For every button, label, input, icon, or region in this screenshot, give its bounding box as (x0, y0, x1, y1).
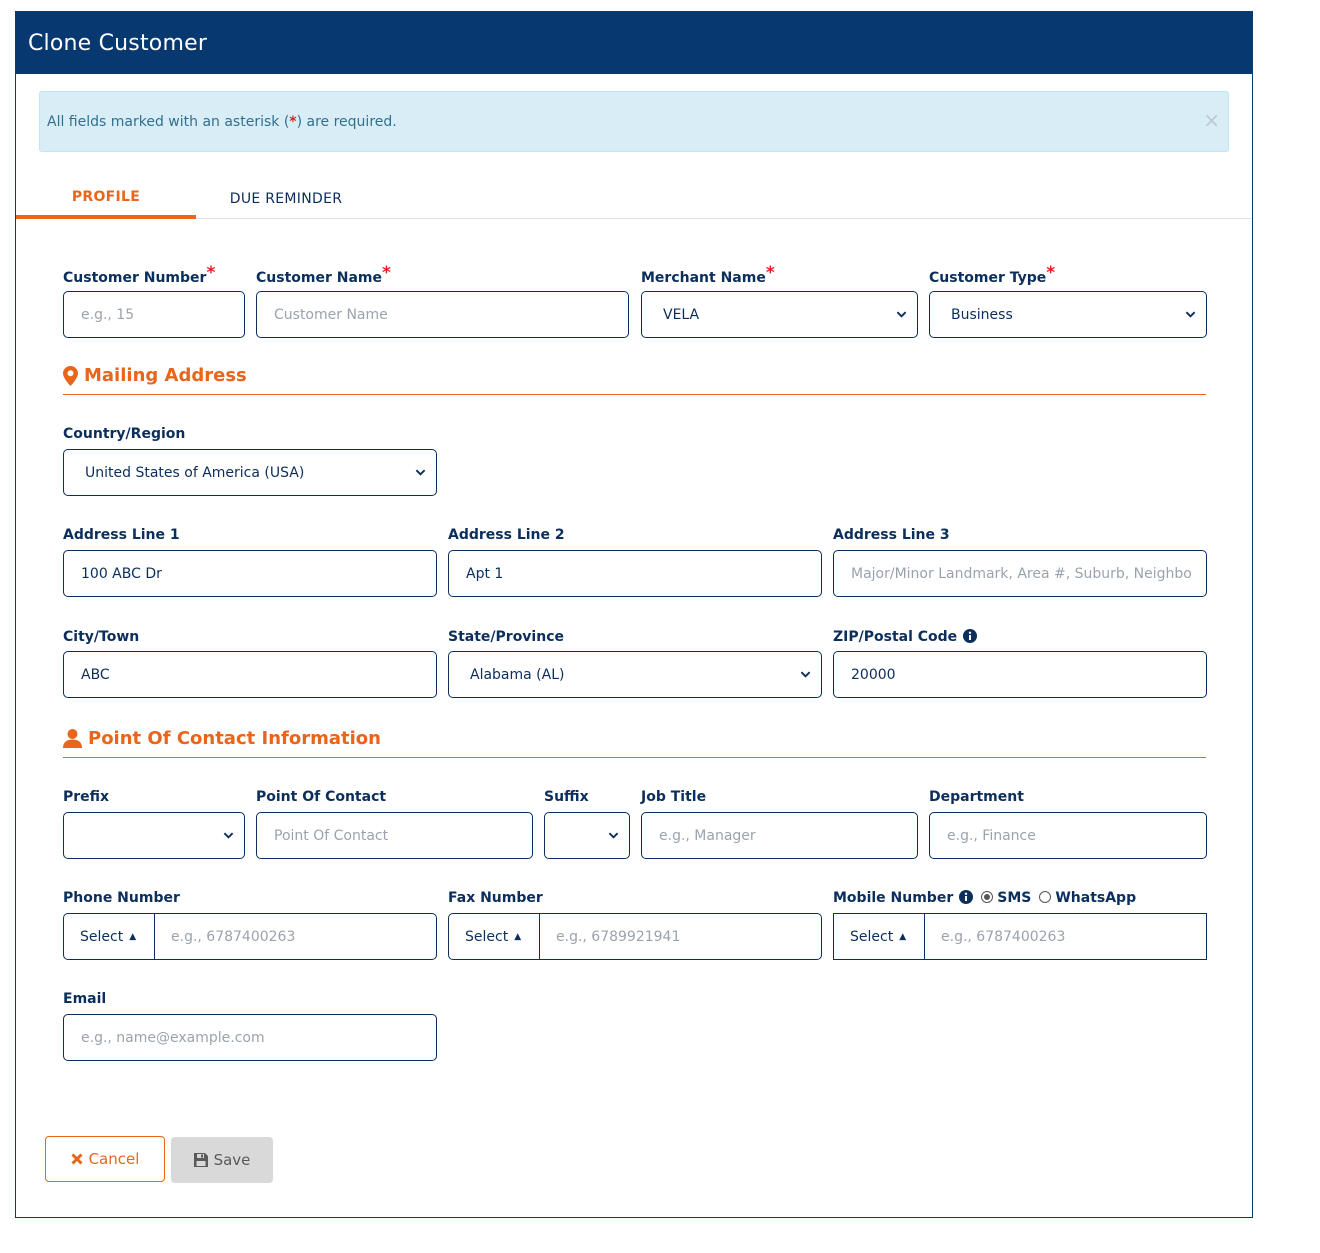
country-label: Country/Region (63, 426, 186, 442)
zip-label: ZIP/Postal Code (833, 629, 977, 645)
sms-radio[interactable] (981, 891, 993, 903)
prefix-select[interactable] (63, 812, 245, 859)
suffix-label: Suffix (544, 789, 589, 805)
whatsapp-label: WhatsApp (1055, 890, 1137, 906)
mailing-address-title: Mailing Address (84, 365, 247, 386)
department-label: Department (929, 789, 1024, 805)
address-line-3-label: Address Line 3 (833, 527, 950, 543)
fax-number-input[interactable]: e.g., 6789921941 (556, 928, 681, 945)
state-label: State/Province (448, 629, 564, 645)
save-button[interactable] (171, 1137, 273, 1183)
country-select[interactable] (63, 449, 437, 496)
state-value: Alabama (AL) (470, 666, 565, 683)
whatsapp-radio[interactable] (1039, 891, 1051, 903)
chevron-down-icon (1185, 309, 1196, 320)
point-of-contact-title: Point Of Contact Information (88, 728, 381, 749)
prefix-label: Prefix (63, 789, 110, 805)
alert-text-before: All fields marked with an asterisk ( (47, 113, 290, 130)
address-line-2-label: Address Line 2 (448, 527, 565, 543)
info-icon[interactable] (959, 890, 973, 904)
caret-up-icon: ▲ (899, 931, 907, 942)
alert-text-after: ) are required. (296, 113, 397, 130)
info-icon[interactable] (963, 629, 977, 643)
address-line-2-input[interactable]: Apt 1 (448, 550, 822, 597)
chevron-down-icon (896, 309, 907, 320)
tab-bar (16, 178, 1252, 219)
phone-number-label: Phone Number (63, 890, 180, 906)
mailing-address-section (63, 365, 1206, 395)
floppy-disk-icon (194, 1153, 208, 1167)
phone-country-code-select[interactable]: Select ▲ (64, 914, 155, 959)
close-icon[interactable]: × (1203, 108, 1220, 132)
save-label: Save (213, 1151, 251, 1169)
address-line-1-input[interactable]: 100 ABC Dr (63, 550, 437, 597)
mobile-country-code-select[interactable]: Select ▲ (834, 914, 925, 959)
modal-header (16, 12, 1252, 74)
point-of-contact-label: Point Of Contact (256, 789, 387, 805)
merchant-name-value: VELA (663, 306, 700, 323)
sms-label: SMS (997, 890, 1032, 906)
required-star: * (382, 263, 391, 283)
mobile-number-label: Mobile Number SMS WhatsApp (833, 890, 1137, 906)
department-input[interactable]: e.g., Finance (929, 812, 1207, 859)
mobile-number-group (833, 913, 1207, 960)
chevron-down-icon (415, 467, 426, 478)
point-of-contact-input[interactable]: Point Of Contact (256, 812, 533, 859)
job-title-label: Job Title (641, 789, 707, 805)
phone-number-input[interactable]: e.g., 6787400263 (171, 928, 296, 945)
cancel-label: Cancel (88, 1150, 140, 1168)
suffix-select[interactable] (544, 812, 630, 859)
customer-number-input[interactable]: e.g., 15 (63, 291, 245, 338)
user-icon (63, 729, 82, 748)
chevron-down-icon (608, 830, 619, 841)
chevron-down-icon (800, 669, 811, 680)
modal-title: Clone Customer (28, 30, 208, 56)
point-of-contact-section (63, 728, 1206, 758)
required-fields-alert (39, 91, 1229, 152)
phone-number-group (63, 913, 437, 960)
email-label: Email (63, 991, 107, 1007)
mobile-number-input[interactable]: e.g., 6787400263 (941, 928, 1066, 945)
tab-due-reminder[interactable]: DUE REMINDER (229, 190, 343, 207)
required-star: * (1046, 263, 1056, 283)
required-star: * (206, 263, 216, 283)
cancel-button[interactable] (45, 1136, 165, 1182)
fax-number-group (448, 913, 822, 960)
customer-number-label: Customer Number* (63, 263, 216, 286)
state-select[interactable] (448, 651, 822, 698)
customer-name-label: Customer Name* (256, 263, 391, 286)
customer-name-input[interactable]: Customer Name (256, 291, 629, 338)
merchant-name-select[interactable] (641, 291, 918, 338)
close-icon (71, 1153, 83, 1165)
customer-type-label: Customer Type* (929, 263, 1056, 286)
map-marker-icon (63, 366, 78, 386)
customer-type-value: Business (951, 306, 1013, 323)
merchant-name-label: Merchant Name* (641, 263, 775, 286)
zip-input[interactable]: 20000 (833, 651, 1207, 698)
chevron-down-icon (223, 830, 234, 841)
address-line-1-label: Address Line 1 (63, 527, 180, 543)
city-input[interactable]: ABC (63, 651, 437, 698)
alert-star: * (289, 113, 297, 130)
address-line-3-input[interactable]: Major/Minor Landmark, Area #, Suburb, Neighbo (833, 550, 1207, 597)
country-value: United States of America (USA) (85, 464, 305, 481)
fax-number-label: Fax Number (448, 890, 543, 906)
tab-profile[interactable]: PROFILE (16, 178, 196, 219)
required-star: * (765, 263, 775, 283)
clone-customer-modal (15, 11, 1253, 1218)
city-label: City/Town (63, 629, 140, 645)
fax-country-code-select[interactable]: Select ▲ (449, 914, 540, 959)
caret-up-icon: ▲ (129, 931, 137, 942)
job-title-input[interactable]: e.g., Manager (641, 812, 918, 859)
customer-type-select[interactable] (929, 291, 1207, 338)
caret-up-icon: ▲ (514, 931, 522, 942)
email-input[interactable]: e.g., name@example.com (63, 1014, 437, 1061)
